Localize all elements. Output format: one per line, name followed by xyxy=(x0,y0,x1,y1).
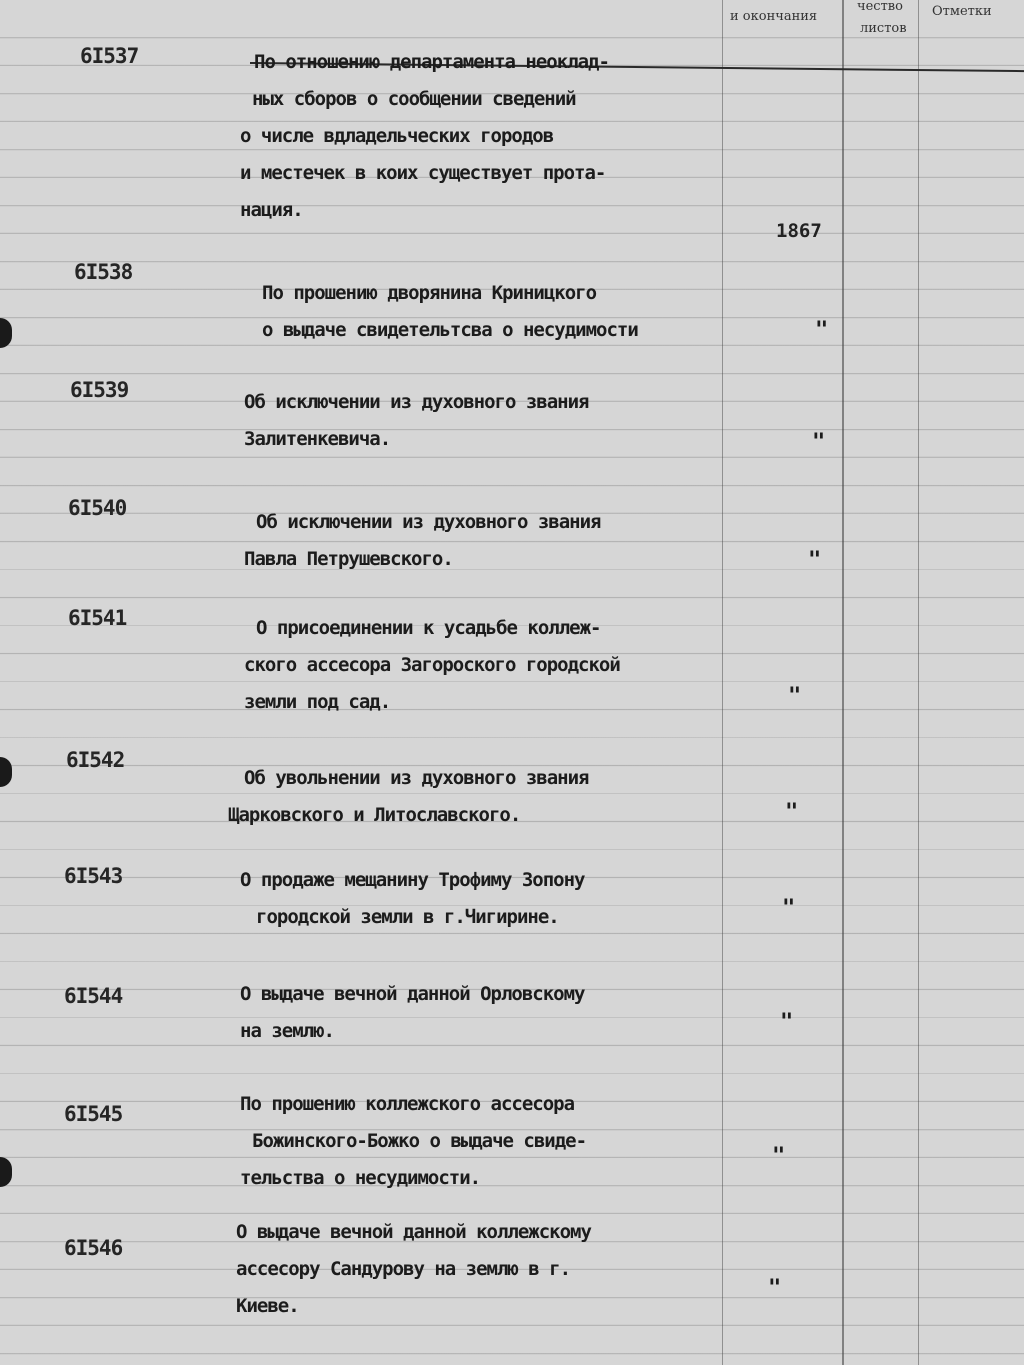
case-description: Об исключении из духовного звания Залитенкевича. xyxy=(244,391,589,450)
ditto-mark: " xyxy=(788,684,802,709)
binder-hole xyxy=(0,318,12,348)
ditto-mark: " xyxy=(808,548,822,573)
ditto-mark: " xyxy=(782,896,796,921)
ditto-mark: " xyxy=(812,430,826,455)
case-description: Об увольнении из духовного звания Щарковского и Литославского. xyxy=(228,767,589,826)
ditto-mark: " xyxy=(768,1276,782,1301)
case-number: 6I542 xyxy=(66,748,125,772)
case-year: 1867 xyxy=(776,220,822,242)
case-description: По отношению департамента неоклад- ных сборов о сообщении сведений о числе вдладельческих городов и местечек в коих существует прота- нация. xyxy=(240,51,609,221)
column-divider xyxy=(842,0,844,1365)
header-dates: и окончания xyxy=(730,9,818,24)
header-sheets-bottom: листов xyxy=(860,21,907,36)
column-divider xyxy=(918,0,919,1365)
case-number: 6I543 xyxy=(64,864,123,888)
case-number: 6I544 xyxy=(64,984,123,1008)
ditto-mark: " xyxy=(815,318,829,343)
ditto-mark: " xyxy=(785,800,799,825)
binder-hole xyxy=(0,757,12,787)
case-number: 6I537 xyxy=(80,44,139,68)
case-number: 6I541 xyxy=(68,606,127,630)
case-description: Об исключении из духовного звания Павла Петрушевского. xyxy=(244,511,601,570)
binder-hole xyxy=(0,1157,12,1187)
case-number: 6I546 xyxy=(64,1236,123,1260)
ditto-mark: " xyxy=(772,1144,786,1169)
case-description: О продаже мещанину Трофиму Зопону городской земли в г.Чигирине. xyxy=(240,869,585,928)
case-description: О выдаче вечной данной коллежскому ассесору Сандурову на землю в г. Киеве. xyxy=(236,1221,591,1317)
case-description: О присоединении к усадьбе коллеж- ского ассесора Загороского городской земли под сад. xyxy=(244,617,620,713)
case-description: По прошению коллежского ассесора Божинского-Божко о выдаче свиде- тельства о несудимости. xyxy=(240,1093,587,1189)
case-number: 6I539 xyxy=(70,378,129,402)
case-number: 6I540 xyxy=(68,496,127,520)
ditto-mark: " xyxy=(780,1010,794,1035)
header-notes: Отметки xyxy=(932,4,992,19)
column-divider xyxy=(722,0,723,1365)
header-sheets-top: чество xyxy=(857,0,903,14)
case-description: О выдаче вечной данной Орловскому на землю. xyxy=(240,983,585,1042)
case-number: 6I545 xyxy=(64,1102,123,1126)
case-description: По прошению дворянина Криницкого о выдаче свидетельтсва о несудимости xyxy=(262,282,638,341)
case-number: 6I538 xyxy=(74,260,133,284)
